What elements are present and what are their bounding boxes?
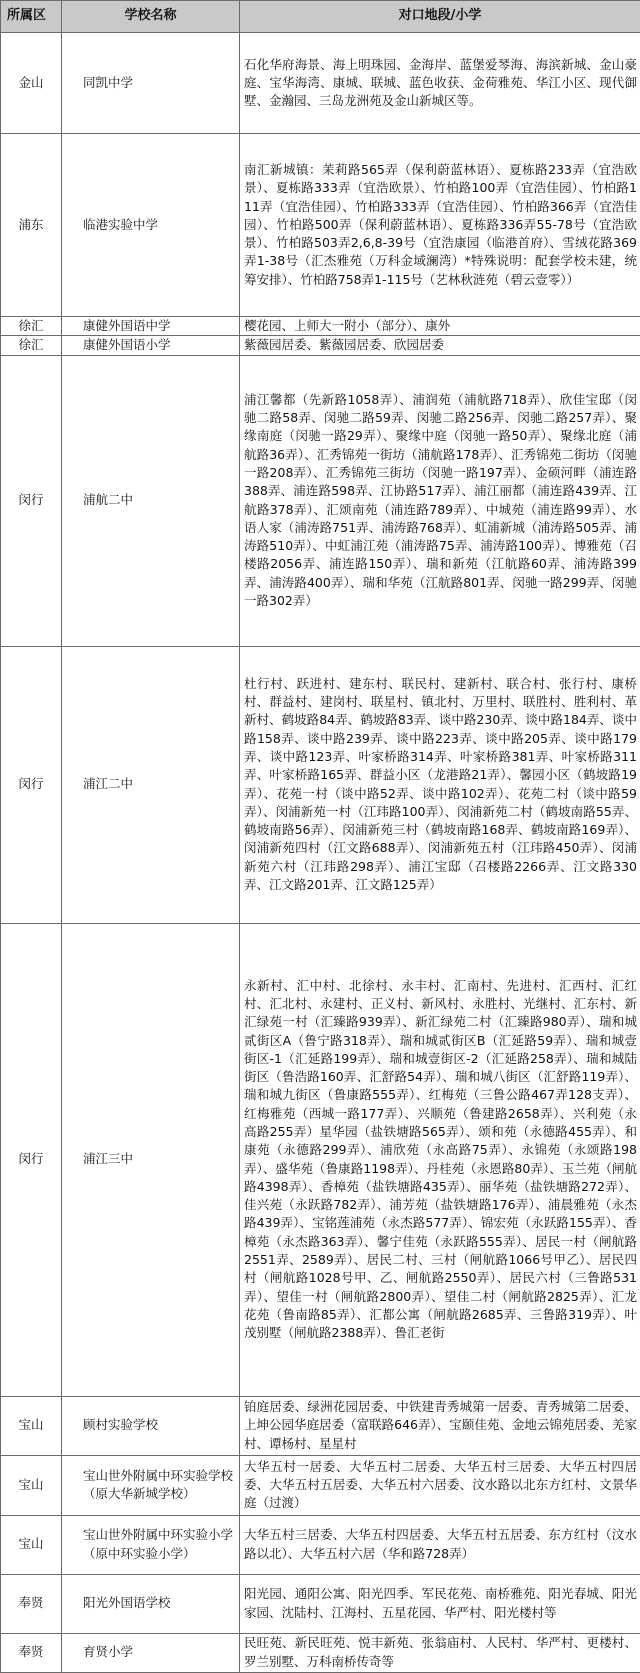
- area-cell: 石化华府海景、海上明珠园、金海岸、蓝堡爱琴海、海滨新城、金山豪庭、宝华海湾、康城、联城、蓝色收获、金荷雅苑、华江小区、现代御墅、金瀚园、三岛龙洲苑及金山新城区等。: [240, 33, 640, 134]
- district-cell: 奉贤: [1, 1633, 62, 1672]
- district-cell: 奉贤: [1, 1574, 62, 1633]
- area-cell: 铂庭居委、绿洲花园居委、中铁建青秀城第一居委、青秀城第二居委、上坤公园华庭居委（富联路646弄）、宝颐佳苑、金地云锦苑居委、羌家村、谭杨村、星星村: [240, 1396, 640, 1455]
- school-cell: 顾村实验学校: [62, 1396, 240, 1455]
- area-cell: 浦江馨都（先新路1058弄）、浦润苑（浦航路718弄）、欣佳宝邸（闵驰二路58弄、闵驰二路59弄、闵驰二路256弄、闵驰二路257弄）、聚缘南庭（闵驰一路29弄）、聚缘中庭（闵驰一路50弄）、聚缘北庭（浦航路36弄）、汇秀锦苑一街坊（浦航路178弄）、汇秀锦苑二街坊（闵驰一路208弄）、汇秀锦苑三街坊（闵驰一路197弄）、金硕河畔（浦连路388弄、浦连路598弄、江协路517弄）、浦江丽都（浦连路439弄、江航路378弄）、汇颂南苑（浦连路789弄）、中城苑（浦连路99弄）、水语人家（浦涛路751弄、浦涛路768弄）、虹浦新城（浦涛路505弄、浦涛路510弄）、中虹浦江苑（浦涛路75弄、浦涛路100弄）、博雅苑（召楼路2056弄、浦连路150弄）、瑞和新苑（江航路60弄、浦涛路399弄、浦涛路400弄）、瑞和华苑（江航路801弄、闵驰一路299弄、闵驰一路302弄）: [240, 355, 640, 646]
- district-cell: 宝山: [1, 1515, 62, 1574]
- school-cell: 浦江二中: [62, 646, 240, 923]
- district-cell: 徐汇: [1, 317, 62, 336]
- district-cell: 闵行: [1, 646, 62, 923]
- area-cell: 杜行村、跃进村、建东村、联民村、建新村、联合村、张行村、康桥村、群益村、建岗村、联星村、镇北村、万里村、联胜村、胜利村、革新村、鹤坡路84弄、鹤坡路83弄、谈中路230弄、谈中路184弄、谈中路158弄、谈中路239弄、谈中路223弄、谈中路205弄、谈中路179弄、谈中路123弄、叶家桥路314弄、叶家桥路381弄、叶家桥路311弄、叶家桥路165弄、群益小区（龙港路21弄）、馨园小区（鹤坡路19弄）、花苑一村（谈中路52弄、谈中路102弄）、花苑二村（谈中路59弄）、闵浦新苑一村（江玮路100弄）、闵浦新苑二村（鹤坡南路55弄、鹤坡南路56弄）、闵浦新苑三村（鹤坡南路168弄、鹤坡南路169弄）、闵浦新苑四村（江文路688弄）、闵浦新苑五村（江玮路450弄）、闵浦新苑六村（江玮路298弄）、浦江宝邸（召楼路2266弄、江文路330弄、江文路201弄、江文路125弄）: [240, 646, 640, 923]
- table-row: [1, 1396, 640, 1455]
- table-row: [1, 134, 640, 317]
- school-cell: 宝山世外附属中环实验小学（原中环实验小学）: [62, 1515, 240, 1574]
- table-row: [1, 1515, 640, 1574]
- area-cell: 民旺苑、新民旺苑、悦丰新苑、张翁庙村、人民村、华严村、更楼村、罗兰别墅、万科南桥传奇等: [240, 1633, 640, 1672]
- district-cell: 浦东: [1, 134, 62, 317]
- school-cell: 宝山世外附属中环实验学校（原大华新城学校）: [62, 1455, 240, 1515]
- school-cell: 康健外国语小学: [62, 336, 240, 355]
- area-cell: 紫薇园居委、紫薇园居委、欣园居委: [240, 336, 640, 355]
- district-cell: 闵行: [1, 923, 62, 1396]
- area-cell: 大华五村一居委、大华五村二居委、大华五村三居委、大华五村四居委、大华五村五居委、大华五村六居委、汶水路以北东方红村、文景华庭（过渡）: [240, 1455, 640, 1515]
- table-row: [1, 317, 640, 336]
- district-cell: 闵行: [1, 355, 62, 646]
- table-row: [1, 1455, 640, 1515]
- header-area: 对口地段/小学: [240, 1, 640, 33]
- header-school: 学校名称: [62, 1, 240, 33]
- area-cell: 樱花园、上师大一附小（部分）、康外: [240, 317, 640, 336]
- area-cell: 阳光园、通阳公寓、阳光四季、军民花苑、南桥雅苑、阳光春城、阳光家园、沈陆村、江海村、五星花园、华严村、阳光楼村等: [240, 1574, 640, 1633]
- table-row: [1, 33, 640, 134]
- table-row: [1, 336, 640, 355]
- area-cell: 永新村、汇中村、北徐村、永丰村、汇南村、先进村、汇西村、汇红村、汇北村、永建村、正义村、新风村、永胜村、光继村、汇东村、新汇绿苑一村（汇臻路939弄）、新汇绿苑二村（汇臻路980弄）、瑞和城贰街区A（鲁宁路318弄）、瑞和城贰街区B（汇延路59弄）、瑞和城壹街区-1（汇延路199弄）、瑞和城壹街区-2（汇延路258弄）、瑞和城陆街区（鲁浩路160弄、汇舒路54弄）、瑞和城八街区（汇舒路119弄）、瑞和城九街区（鲁康路555弄）、红梅苑（三鲁公路467弄128支弄）、红梅雅苑（西城一路177弄）、兴顺苑（鲁建路2658弄）、兴利苑（永高路255弄）星华园（盐铁塘路565弄）、颂和苑（永德路455弄）、和康苑（永德路299弄）、浦欣苑（永高路75弄）、永锦苑（永颂路198弄）、盛华苑（鲁康路1198弄）、丹桂苑（永恩路80弄）、玉兰苑（闸航路4398弄）、香樟苑（盐铁塘路435弄）、丽华苑（盐铁塘路272弄）、佳兴苑（永跃路782弄）、浦芳苑（盐铁塘路176弄）、浦晨雅苑（永杰路439弄）、宝铭莲浦苑（永杰路577弄）、锦宏苑（永跃路155弄）、香樟苑（永杰路363弄）、馨宁佳苑（永跃路555弄）、居民一村（闸航路2551弄、2589弄）、居民二村、三村（闸航路1066号甲乙）、居民四村（闸航路1028号甲、乙、闸航路2550弄）、居民六村（三鲁路531弄）、望佳一村（闸航路2800弄）、望佳二村（闸航路2825弄）、汇龙花苑（鲁南路85弄）、汇都公寓（闸航路2685弄、三鲁路319弄）、叶茂别墅（闸航路2388弄）、鲁汇老街: [240, 923, 640, 1396]
- area-cell: 南汇新城镇：茉莉路565弄（保利蔚蓝林语）、夏栋路233弄（宜浩欧景）、夏栋路333弄（宜浩欧景）、竹柏路100弄（宜浩佳园）、竹柏路111弄（宜浩佳园）、竹柏路333弄（宜浩佳园）、竹柏路366弄（宜浩佳园）、竹柏路500弄（保利蔚蓝林语）、夏栋路336弄55-78号（宜浩欧景）、竹柏路503弄2,6,8-39号（宜浩康园（临港首府）、雪绒花路369弄1-38号（汇杰雅苑（万科金域澜湾）*特殊说明：配套学校未建，统筹安排）、竹柏路758弄1-115号（艺林秋涟苑（碧云壹零））: [240, 134, 640, 317]
- table-row: [1, 1633, 640, 1672]
- school-cell: 浦江三中: [62, 923, 240, 1396]
- table-row: [1, 646, 640, 923]
- school-cell: 浦航二中: [62, 355, 240, 646]
- table-row: [1, 1574, 640, 1633]
- school-cell: 阳光外国语学校: [62, 1574, 240, 1633]
- district-cell: 金山: [1, 33, 62, 134]
- area-cell: 大华五村三居委、大华五村四居委、大华五村五居委、东方红村（汶水路以北）、大华五村六居（华和路728弄）: [240, 1515, 640, 1574]
- school-cell: 同凯中学: [62, 33, 240, 134]
- district-cell: 徐汇: [1, 336, 62, 355]
- school-cell: 临港实验中学: [62, 134, 240, 317]
- school-cell: 康健外国语中学: [62, 317, 240, 336]
- table-row: [1, 923, 640, 1396]
- district-cell: 宝山: [1, 1396, 62, 1455]
- school-cell: 育贤小学: [62, 1633, 240, 1672]
- table-row: [1, 355, 640, 646]
- district-cell: 宝山: [1, 1455, 62, 1515]
- header-row: [1, 1, 640, 33]
- header-district: 所属区: [1, 1, 62, 33]
